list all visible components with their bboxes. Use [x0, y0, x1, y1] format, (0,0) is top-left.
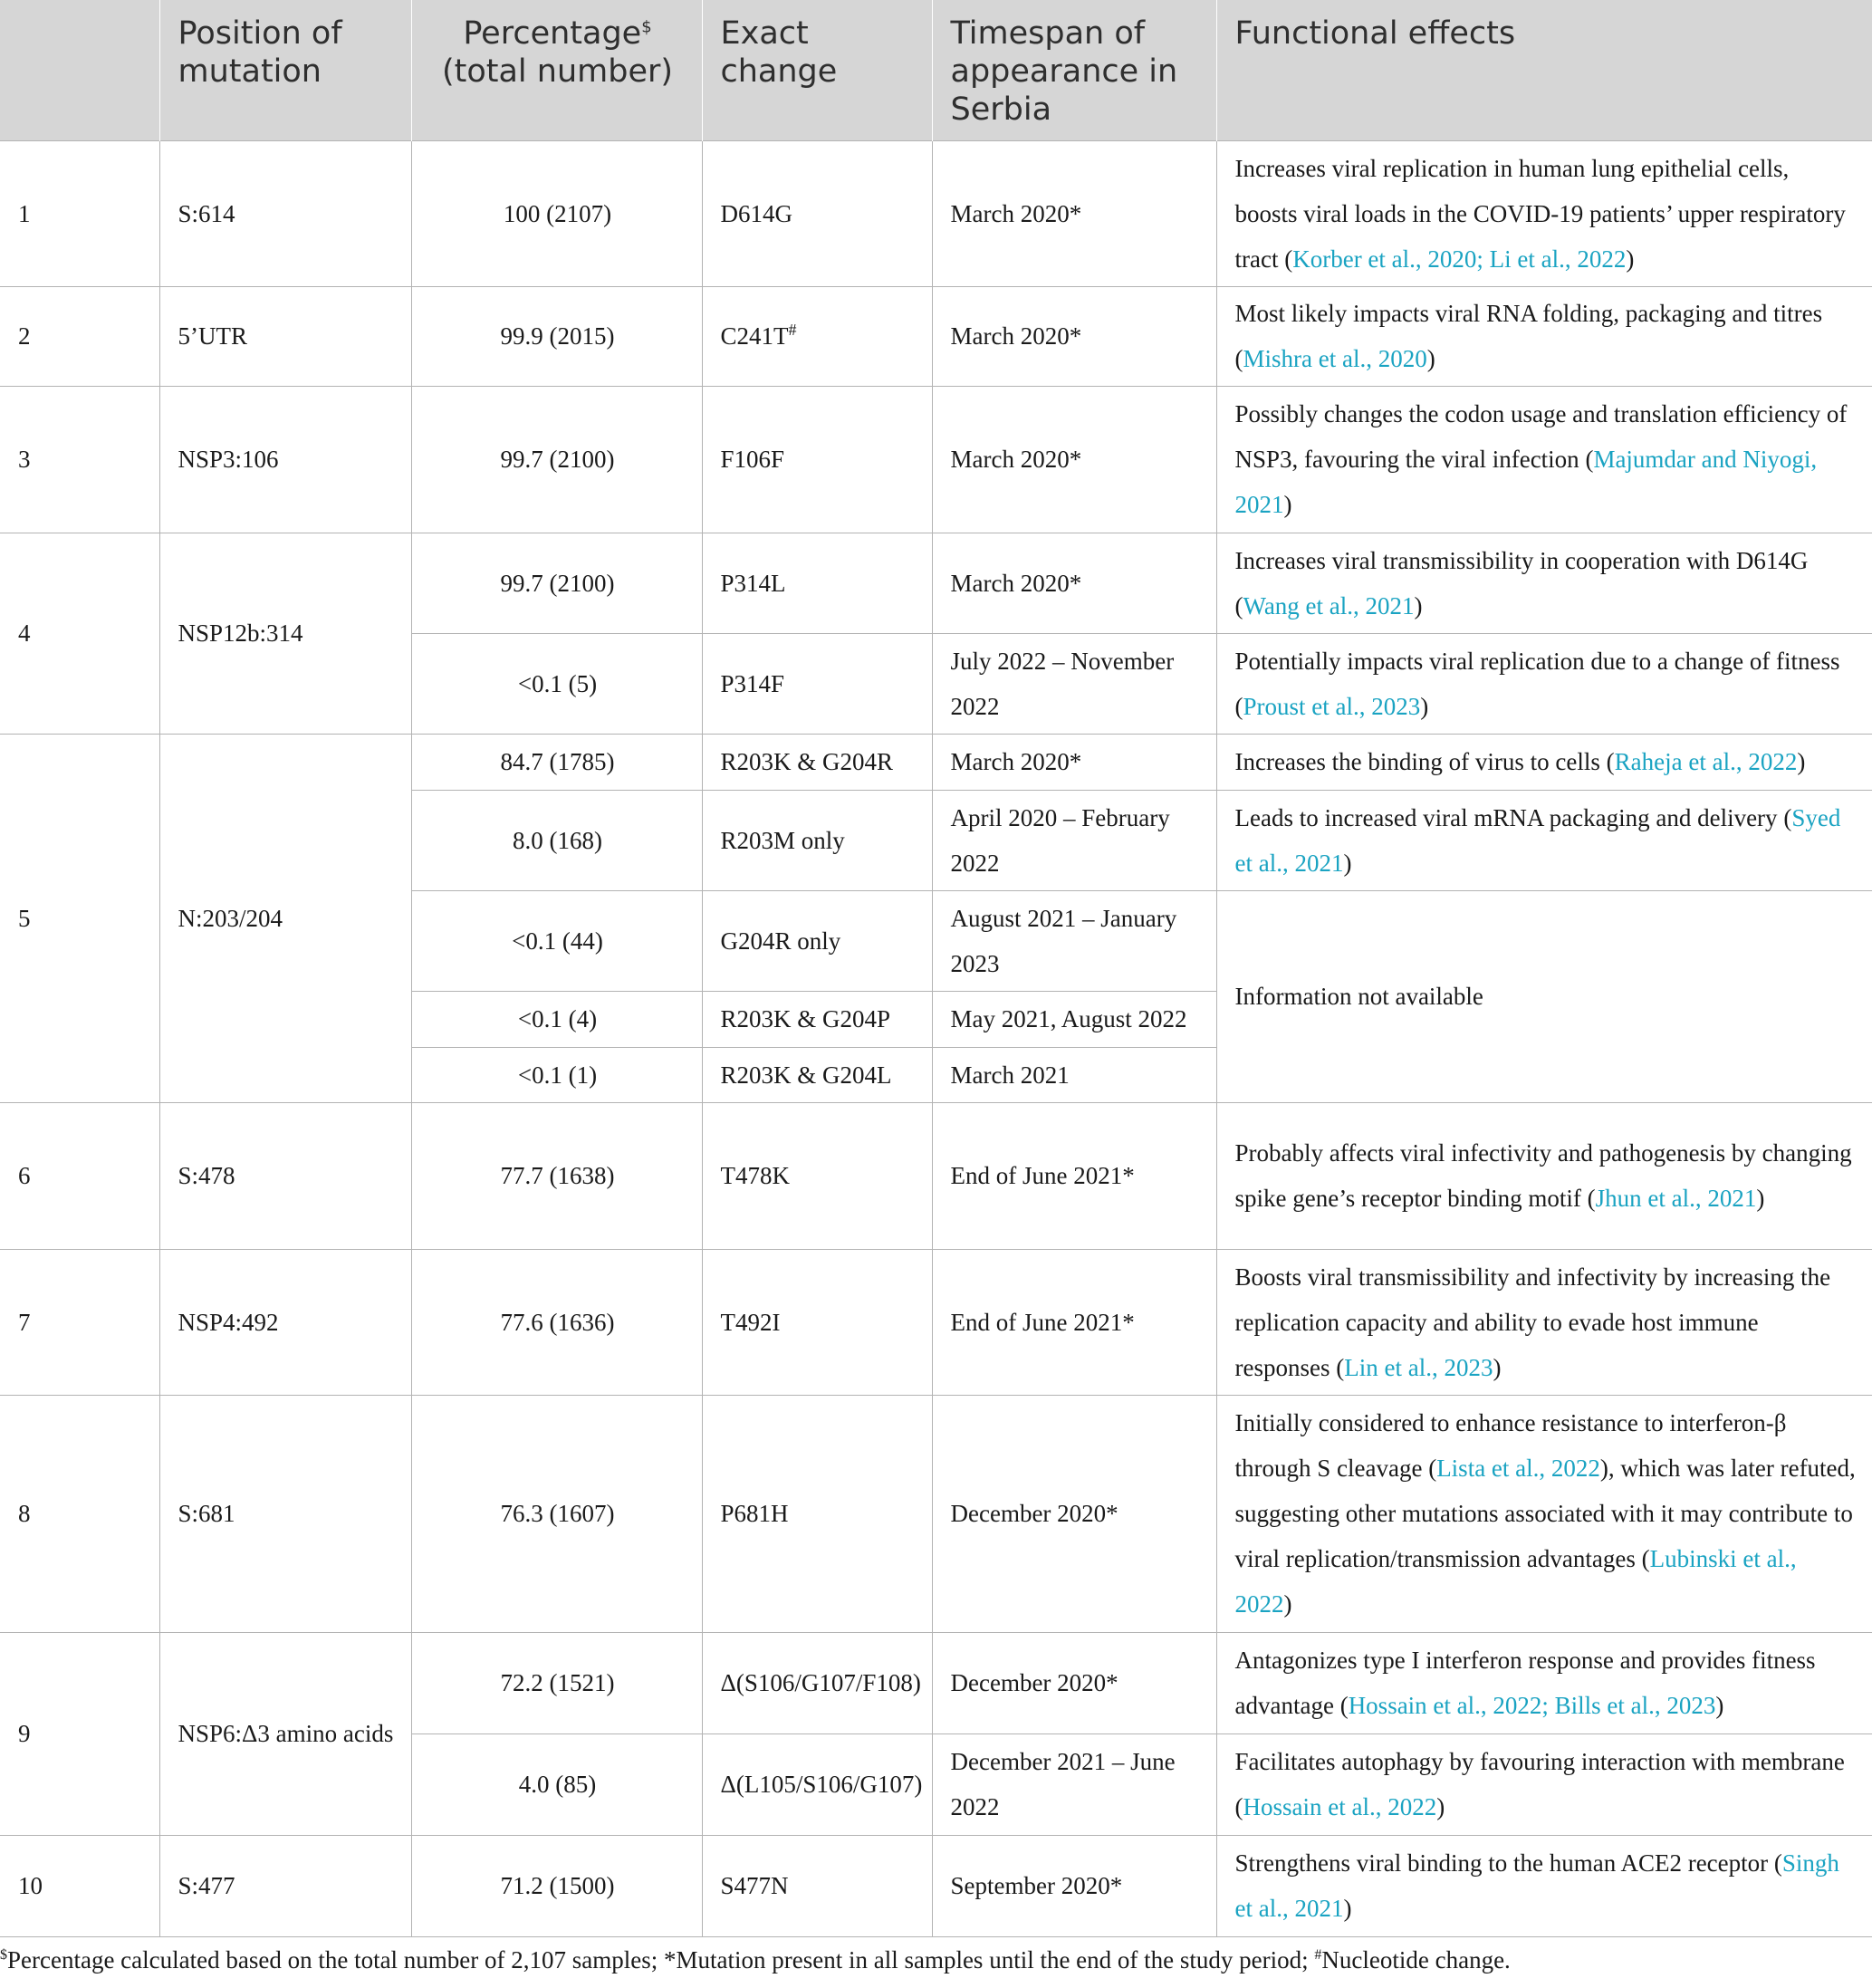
effect-text: Antagonizes type I interferon response and provides fitness advantage: [1234, 1647, 1816, 1719]
timespan-cell: December 2021 – June 2022: [932, 1733, 1216, 1835]
table-row: [0, 386, 1872, 533]
row-number: 9: [0, 1632, 159, 1835]
percentage-cell: 99.7 (2100): [411, 533, 702, 633]
exact-change-cell: R203K & G204P: [702, 991, 932, 1047]
timespan-cell: September 2020*: [932, 1835, 1216, 1936]
effect-text: Increases viral transmissibility in cooperation with D614G: [1234, 546, 1809, 574]
exact-change-cell: R203K & G204R: [702, 734, 932, 790]
effect-cell: Leads to increased viral mRNA packaging and delivery (Syed et al., 2021): [1216, 790, 1872, 890]
percentage-cell: 8.0 (168): [411, 790, 702, 890]
table-row: [0, 1632, 1872, 1733]
exact-change-cell: [702, 286, 932, 386]
position-cell: NSP4:492: [159, 1249, 411, 1395]
header-exact-change: Exact change: [702, 0, 932, 140]
effect-cell: Initially considered to enhance resistance to interferon-β through S cleavage (Lista et al., 2022), which was later refuted, suggesting other mutations associated with it may contribute to viral replication/transmission advantages (Lubinski et al., 2022): [1216, 1395, 1872, 1632]
table-row: [0, 140, 1872, 286]
header-percentage-line2: (total number): [441, 53, 674, 90]
effect-cell: Probably affects viral infectivity and pathogenesis by changing spike gene’s receptor binding motif (Jhun et al., 2021): [1216, 1102, 1872, 1249]
timespan-cell: August 2021 – January 2023: [932, 890, 1216, 991]
exact-change-cell: T492I: [702, 1249, 932, 1395]
row-number: 6: [0, 1102, 159, 1249]
footnote-symbol: #: [1314, 1947, 1322, 1963]
effect-text: Leads to increased viral mRNA packaging and delivery: [1234, 803, 1778, 831]
reference-link[interactable]: Hossain et al., 2022; Bills et al., 2023: [1348, 1692, 1716, 1719]
timespan-cell: March 2020*: [932, 533, 1216, 633]
exact-change-cell: R203M only: [702, 790, 932, 890]
row-number: 4: [0, 533, 159, 734]
row-number: 1: [0, 140, 159, 286]
footnote-symbol: $: [0, 1947, 7, 1963]
header-functional-effects: Functional effects: [1216, 0, 1872, 140]
percentage-cell: <0.1 (1): [411, 1047, 702, 1102]
timespan-cell: December 2020*: [932, 1395, 1216, 1632]
reference-link[interactable]: Lin et al., 2023: [1344, 1353, 1493, 1381]
percentage-cell: 76.3 (1607): [411, 1395, 702, 1632]
header-percentage-label: Percentage: [463, 15, 642, 52]
table-header-row: [0, 0, 1872, 140]
reference-link[interactable]: Lista et al., 2022: [1436, 1455, 1600, 1482]
timespan-cell: May 2021, August 2022: [932, 991, 1216, 1047]
effect-cell: Increases the binding of virus to cells (Raheja et al., 2022): [1216, 734, 1872, 790]
position-cell: NSP3:106: [159, 386, 411, 533]
exact-change-cell: T478K: [702, 1102, 932, 1249]
position-cell: S:477: [159, 1835, 411, 1936]
exact-change-cell: P314L: [702, 533, 932, 633]
effect-cell: Potentially impacts viral replication due to a change of fitness (Proust et al., 2023): [1216, 633, 1872, 734]
exact-change-cell: Δ(L105/S106/G107): [702, 1733, 932, 1835]
effect-cell: Strengthens viral binding to the human ACE2 receptor (Singh et al., 2021): [1216, 1835, 1872, 1936]
effect-text: Initially considered to enhance resistance to interferon-β through S cleavage: [1234, 1409, 1787, 1482]
effect-text: Strengthens viral binding to the human ACE2 receptor: [1234, 1849, 1769, 1877]
exact-change-cell: Δ(S106/G107/F108): [702, 1632, 932, 1733]
header-timespan: Timespan of appearance in Serbia: [932, 0, 1216, 140]
position-cell: N:203/204: [159, 734, 411, 1102]
reference-link[interactable]: Hossain et al., 2022: [1243, 1793, 1437, 1820]
exact-change-cell: G204R only: [702, 890, 932, 991]
exact-change-cell: S477N: [702, 1835, 932, 1936]
table-row: [0, 1395, 1872, 1632]
exact-change-text: C241T: [720, 322, 789, 350]
header-position: Position of mutation: [159, 0, 411, 140]
exact-change-cell: R203K & G204L: [702, 1047, 932, 1102]
exact-change-cell: D614G: [702, 140, 932, 286]
percentage-cell: 100 (2107): [411, 140, 702, 286]
effect-text: Probably affects viral infectivity and pathogenesis by changing spike gene’s receptor binding motif: [1234, 1139, 1852, 1212]
timespan-cell: July 2022 – November 2022: [932, 633, 1216, 734]
effect-cell: Information not available: [1216, 890, 1872, 1102]
table-row: [0, 1835, 1872, 1936]
table-row: [0, 734, 1872, 790]
percentage-cell: 72.2 (1521): [411, 1632, 702, 1733]
reference-link[interactable]: Lubinski et al., 2022: [1234, 1545, 1797, 1618]
header-percentage: [411, 0, 702, 140]
header-index: [0, 0, 159, 140]
percentage-cell: 77.7 (1638): [411, 1102, 702, 1249]
effect-text: Most likely impacts viral RNA folding, packaging and titres: [1234, 300, 1823, 327]
percentage-cell: 71.2 (1500): [411, 1835, 702, 1936]
timespan-cell: End of June 2021*: [932, 1249, 1216, 1395]
table-row: [0, 286, 1872, 386]
nucleotide-mark: #: [788, 321, 797, 339]
reference-link[interactable]: Raheja et al., 2022: [1614, 748, 1798, 775]
effect-cell: Boosts viral transmissibility and infectivity by increasing the replication capacity and ability to evade host immune responses (Lin et al., 2023): [1216, 1249, 1872, 1395]
row-number: 2: [0, 286, 159, 386]
percentage-cell: 4.0 (85): [411, 1733, 702, 1835]
reference-link[interactable]: Mishra et al., 2020: [1243, 345, 1427, 372]
effect-cell: Increases viral transmissibility in cooperation with D614G (Wang et al., 2021): [1216, 533, 1872, 633]
exact-change-cell: P681H: [702, 1395, 932, 1632]
table-row: [0, 1249, 1872, 1395]
timespan-cell: March 2021: [932, 1047, 1216, 1102]
effect-cell: Possibly changes the codon usage and translation efficiency of NSP3, favouring the viral infection (Majumdar and Niyogi, 2021): [1216, 386, 1872, 533]
exact-change-cell: P314F: [702, 633, 932, 734]
row-number: 8: [0, 1395, 159, 1632]
footnote-text: Nucleotide change.: [1321, 1946, 1511, 1974]
percentage-cell: 84.7 (1785): [411, 734, 702, 790]
position-cell: NSP6:Δ3 amino acids: [159, 1632, 411, 1835]
header-percentage-sup: $: [641, 17, 652, 37]
effect-cell: Most likely impacts viral RNA folding, packaging and titres (Mishra et al., 2020): [1216, 286, 1872, 386]
effect-text: Increases viral replication in human lung epithelial cells, boosts viral loads in the COVID-19 patients’ upper respiratory tract: [1234, 154, 1846, 273]
reference-link[interactable]: Singh et al., 2021: [1234, 1849, 1839, 1922]
timespan-cell: End of June 2021*: [932, 1102, 1216, 1249]
effect-cell: Facilitates autophagy by favouring interaction with membrane (Hossain et al., 2022): [1216, 1733, 1872, 1835]
timespan-cell: March 2020*: [932, 386, 1216, 533]
row-number: 3: [0, 386, 159, 533]
reference-link[interactable]: Wang et al., 2021: [1243, 591, 1415, 619]
position-cell: NSP12b:314: [159, 533, 411, 734]
position-cell: S:681: [159, 1395, 411, 1632]
timespan-cell: December 2020*: [932, 1632, 1216, 1733]
percentage-cell: <0.1 (5): [411, 633, 702, 734]
percentage-cell: <0.1 (4): [411, 991, 702, 1047]
footnote-text: Percentage calculated based on the total number of 2,107 samples; *Mutation present in all samples until the end of the study period;: [7, 1946, 1315, 1974]
effect-text: Potentially impacts viral replication due to a change of fitness: [1234, 647, 1840, 675]
row-number: 7: [0, 1249, 159, 1395]
row-number: 10: [0, 1835, 159, 1936]
effect-text: Possibly changes the codon usage and translation efficiency of NSP3, favouring the viral infection: [1234, 400, 1848, 473]
effect-text: Increases the binding of virus to cells: [1234, 748, 1600, 775]
timespan-cell: March 2020*: [932, 140, 1216, 286]
reference-link[interactable]: Majumdar and Niyogi, 2021: [1234, 446, 1818, 518]
effect-text-continued: , which was later refuted, suggesting other mutations associated with it may contribute to viral replication/transmission advantages: [1234, 1455, 1856, 1572]
position-cell: S:614: [159, 140, 411, 286]
percentage-cell: 99.7 (2100): [411, 386, 702, 533]
timespan-cell: April 2020 – February 2022: [932, 790, 1216, 890]
row-number: 5: [0, 734, 159, 1102]
exact-change-cell: F106F: [702, 386, 932, 533]
reference-link[interactable]: Jhun et al., 2021: [1595, 1185, 1757, 1212]
percentage-cell: <0.1 (44): [411, 890, 702, 991]
percentage-cell: 77.6 (1636): [411, 1249, 702, 1395]
reference-link[interactable]: Korber et al., 2020; Li et al., 2022: [1292, 245, 1627, 273]
effect-text: Facilitates autophagy by favouring interaction with membrane: [1234, 1748, 1845, 1775]
effect-cell: Increases viral replication in human lung epithelial cells, boosts viral loads in the COVID-19 patients’ upper respiratory tract (Korber et al., 2020; Li et al., 2022): [1216, 140, 1872, 286]
reference-link[interactable]: Syed et al., 2021: [1234, 803, 1841, 877]
percentage-cell: 99.9 (2015): [411, 286, 702, 386]
reference-link[interactable]: Proust et al., 2023: [1243, 692, 1421, 720]
effect-text: Boosts viral transmissibility and infectivity by increasing the replication capacity and ability to evade host immune responses: [1234, 1263, 1831, 1381]
timespan-cell: March 2020*: [932, 286, 1216, 386]
table-row: [0, 1102, 1872, 1249]
effect-cell: Antagonizes type I interferon response and provides fitness advantage (Hossain et al., 2022; Bills et al., 2023): [1216, 1632, 1872, 1733]
position-cell: S:478: [159, 1102, 411, 1249]
table-footnote: [0, 1946, 1511, 1974]
timespan-cell: March 2020*: [932, 734, 1216, 790]
table-row: [0, 533, 1872, 633]
position-cell: 5’UTR: [159, 286, 411, 386]
